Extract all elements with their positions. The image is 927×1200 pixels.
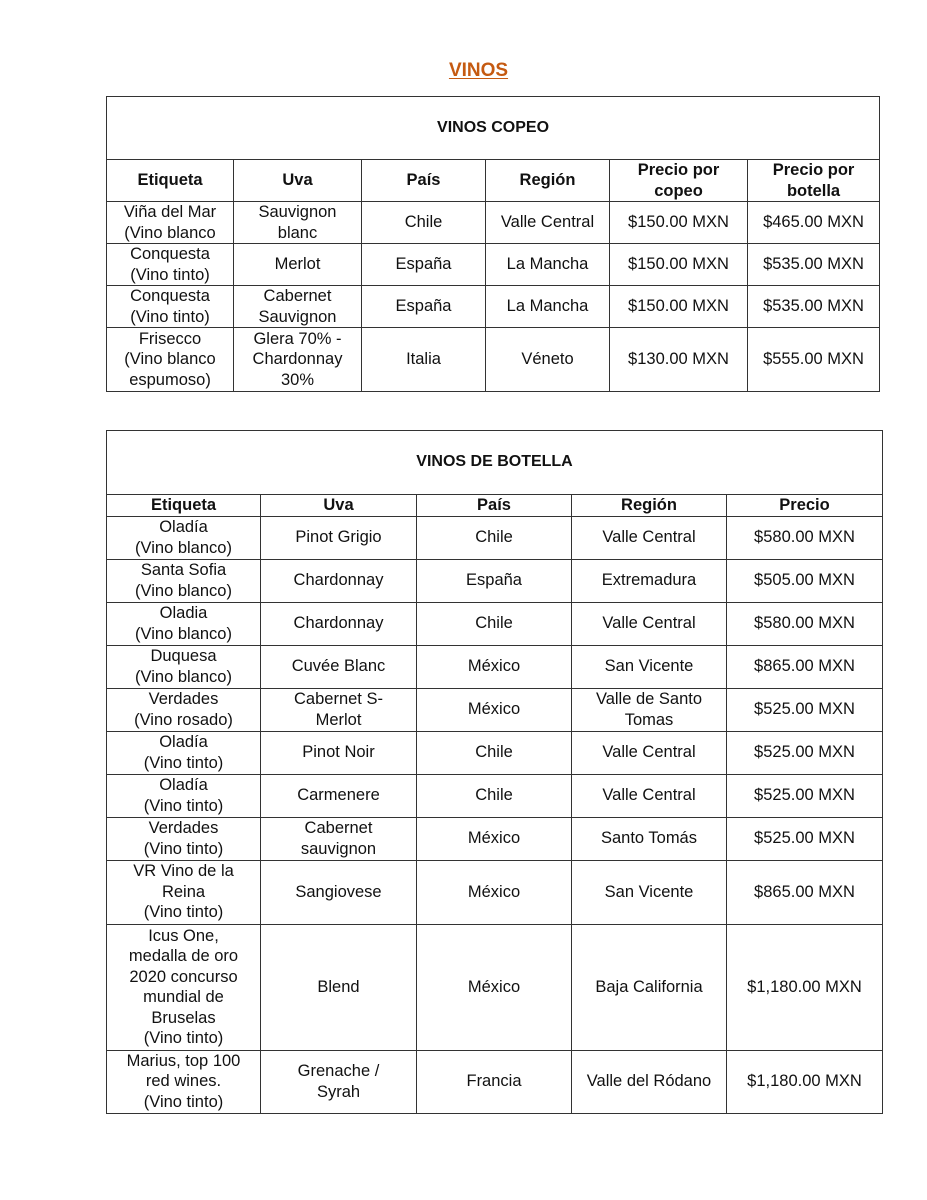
table-vinos-botella [106, 430, 883, 1114]
table-row [107, 645, 883, 688]
table-row [107, 516, 883, 559]
cell-etiqueta: Verdades (Vino rosado) [107, 688, 261, 731]
cell-uva: Pinot Noir [261, 731, 417, 774]
cell-region: Valle Central [572, 602, 727, 645]
cell-etiqueta: Icus One, medalla de oro 2020 concurso mundial de Bruselas (Vino tinto) [107, 924, 261, 1050]
cell-precio: $525.00 MXN [727, 731, 883, 774]
cell-uva: Grenache / Syrah [261, 1050, 417, 1113]
cell-uva: Sauvignon blanc [234, 202, 362, 244]
cell-etiqueta: Frisecco (Vino blanco espumoso) [107, 328, 234, 392]
cell-uva: Cabernet S- Merlot [261, 688, 417, 731]
cell-region: Valle Central [486, 202, 610, 244]
section-title-botella: VINOS DE BOTELLA [107, 431, 883, 495]
table-row [107, 602, 883, 645]
cell-precio-botella: $535.00 MXN [748, 286, 880, 328]
column-header-uva: Uva [261, 495, 417, 517]
cell-pais: Chile [417, 602, 572, 645]
cell-pais: México [417, 645, 572, 688]
column-header-uva: Uva [234, 160, 362, 202]
header-row [107, 160, 880, 202]
cell-region: Véneto [486, 328, 610, 392]
cell-etiqueta: Conquesta (Vino tinto) [107, 286, 234, 328]
cell-pais: México [417, 860, 572, 924]
cell-region: La Mancha [486, 286, 610, 328]
cell-region: Valle del Ródano [572, 1050, 727, 1113]
cell-pais: España [362, 244, 486, 286]
cell-pais: México [417, 688, 572, 731]
cell-precio-copeo: $150.00 MXN [610, 244, 748, 286]
cell-etiqueta: Conquesta (Vino tinto) [107, 244, 234, 286]
cell-precio: $580.00 MXN [727, 602, 883, 645]
cell-uva: Pinot Grigio [261, 516, 417, 559]
cell-uva: Chardonnay [261, 559, 417, 602]
cell-uva: Blend [261, 924, 417, 1050]
table-row [107, 688, 883, 731]
cell-pais: Chile [417, 516, 572, 559]
table-row [107, 924, 883, 1050]
table-row [107, 286, 880, 328]
cell-uva: Merlot [234, 244, 362, 286]
table-vinos-copeo [106, 96, 880, 392]
table-row [107, 774, 883, 817]
cell-region: Valle Central [572, 731, 727, 774]
cell-precio: $1,180.00 MXN [727, 924, 883, 1050]
cell-pais: Chile [362, 202, 486, 244]
cell-etiqueta: Marius, top 100 red wines. (Vino tinto) [107, 1050, 261, 1113]
cell-region: Baja California [572, 924, 727, 1050]
cell-precio-botella: $555.00 MXN [748, 328, 880, 392]
cell-precio: $580.00 MXN [727, 516, 883, 559]
cell-etiqueta: Verdades (Vino tinto) [107, 817, 261, 860]
cell-pais: Chile [417, 731, 572, 774]
table-row [107, 817, 883, 860]
cell-precio-botella: $465.00 MXN [748, 202, 880, 244]
cell-region: Extremadura [572, 559, 727, 602]
column-header-precio-botella: Precio por botella [748, 160, 880, 202]
cell-pais: México [417, 817, 572, 860]
cell-uva: Cuvée Blanc [261, 645, 417, 688]
cell-precio: $505.00 MXN [727, 559, 883, 602]
cell-pais: Chile [417, 774, 572, 817]
cell-region: Valle Central [572, 774, 727, 817]
cell-precio: $525.00 MXN [727, 817, 883, 860]
cell-etiqueta: Viña del Mar (Vino blanco [107, 202, 234, 244]
cell-uva: Cabernet Sauvignon [234, 286, 362, 328]
section-title-copeo: VINOS COPEO [107, 97, 880, 160]
table-row [107, 1050, 883, 1113]
cell-uva: Cabernet sauvignon [261, 817, 417, 860]
column-header-etiqueta: Etiqueta [107, 495, 261, 517]
cell-precio: $865.00 MXN [727, 645, 883, 688]
cell-region: La Mancha [486, 244, 610, 286]
page-title: VINOS [448, 60, 509, 81]
cell-pais: Francia [417, 1050, 572, 1113]
cell-uva: Sangiovese [261, 860, 417, 924]
cell-precio: $525.00 MXN [727, 688, 883, 731]
column-header-pais: País [417, 495, 572, 517]
cell-region: Santo Tomás [572, 817, 727, 860]
cell-precio-copeo: $150.00 MXN [610, 202, 748, 244]
column-header-region: Región [486, 160, 610, 202]
cell-precio-botella: $535.00 MXN [748, 244, 880, 286]
table-row [107, 202, 880, 244]
cell-etiqueta: Oladía (Vino tinto) [107, 774, 261, 817]
cell-etiqueta: Duquesa (Vino blanco) [107, 645, 261, 688]
cell-etiqueta: Oladía (Vino blanco) [107, 516, 261, 559]
cell-pais: Italia [362, 328, 486, 392]
table-row [107, 244, 880, 286]
cell-etiqueta: VR Vino de la Reina (Vino tinto) [107, 860, 261, 924]
cell-precio: $525.00 MXN [727, 774, 883, 817]
cell-etiqueta: Oladía (Vino tinto) [107, 731, 261, 774]
cell-region: Valle de Santo Tomas [572, 688, 727, 731]
cell-precio: $865.00 MXN [727, 860, 883, 924]
cell-pais: México [417, 924, 572, 1050]
cell-uva: Chardonnay [261, 602, 417, 645]
cell-pais: España [362, 286, 486, 328]
cell-region: Valle Central [572, 516, 727, 559]
cell-etiqueta: Santa Sofia (Vino blanco) [107, 559, 261, 602]
header-row [107, 495, 883, 517]
cell-precio-copeo: $150.00 MXN [610, 286, 748, 328]
table-row [107, 860, 883, 924]
table-row [107, 328, 880, 392]
table-row [107, 731, 883, 774]
cell-etiqueta: Oladia (Vino blanco) [107, 602, 261, 645]
cell-region: San Vicente [572, 645, 727, 688]
column-header-pais: País [362, 160, 486, 202]
cell-precio-copeo: $130.00 MXN [610, 328, 748, 392]
cell-uva: Glera 70% - Chardonnay 30% [234, 328, 362, 392]
column-header-etiqueta: Etiqueta [107, 160, 234, 202]
column-header-precio: Precio [727, 495, 883, 517]
cell-pais: España [417, 559, 572, 602]
cell-precio: $1,180.00 MXN [727, 1050, 883, 1113]
cell-region: San Vicente [572, 860, 727, 924]
column-header-region: Región [572, 495, 727, 517]
table-row [107, 559, 883, 602]
column-header-precio-copeo: Precio por copeo [610, 160, 748, 202]
cell-uva: Carmenere [261, 774, 417, 817]
